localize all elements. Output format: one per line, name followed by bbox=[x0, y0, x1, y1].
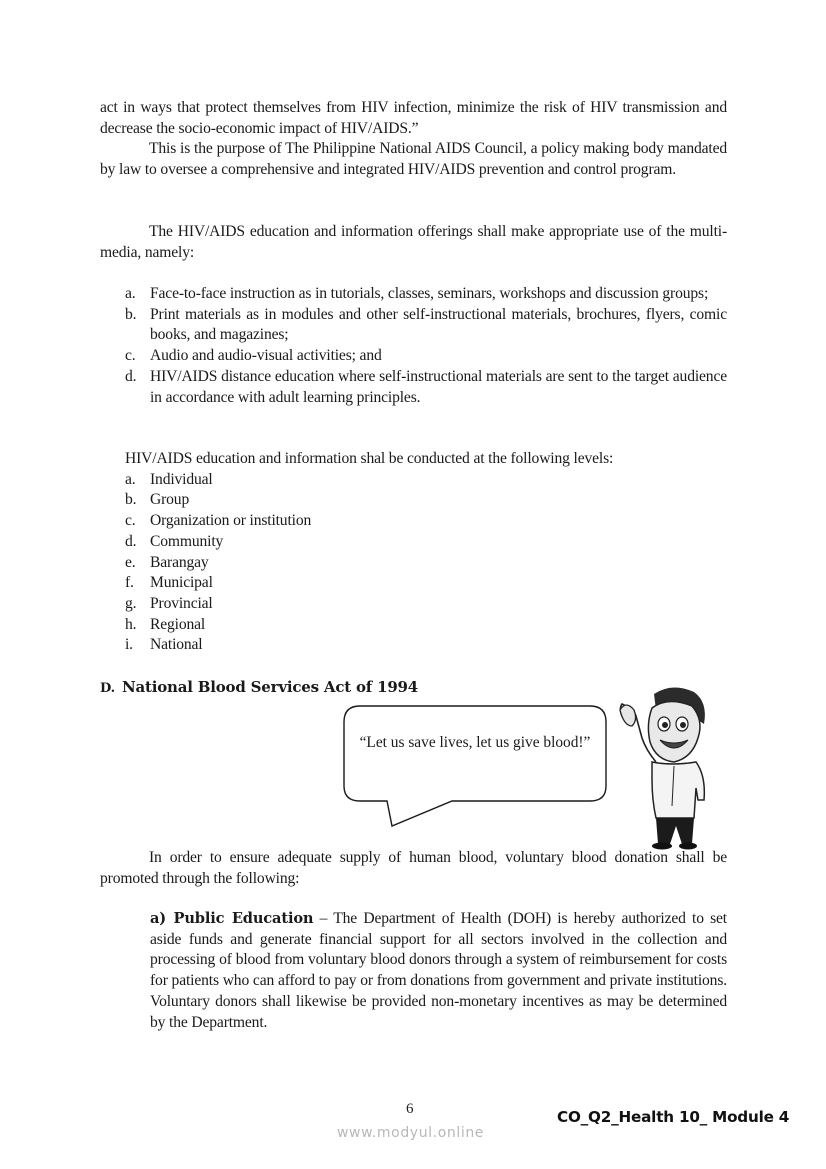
blood-intro: In order to ensure adequate supply of human blood, voluntary blood donation shall be promoted through the following: bbox=[100, 849, 727, 887]
list-item-text: Barangay bbox=[150, 553, 209, 571]
list-marker: h. bbox=[125, 615, 137, 633]
mascot-pupil-left bbox=[662, 722, 668, 728]
list-item-text: Individual bbox=[150, 470, 213, 488]
mascot-pupil-right bbox=[680, 722, 686, 728]
intro-purpose-paragraph: This is the purpose of The Philippine National AIDS Council, a policy making body mandated by law to oversee a comprehensive and integrated HIV/AIDS prevention and control program. bbox=[100, 140, 727, 179]
speech-bubble-text: “Let us save lives, let us give blood!” bbox=[359, 734, 591, 751]
levels-intro: HIV/AIDS education and information shal be conducted at the following levels: bbox=[125, 450, 614, 467]
list-item-text: Community bbox=[150, 532, 224, 550]
cartoon-boy-waving-icon bbox=[612, 680, 712, 850]
list-item-text: Organization or institution bbox=[150, 512, 312, 530]
list-marker: c. bbox=[125, 347, 136, 365]
list-marker: d. bbox=[125, 532, 137, 550]
list-marker: g. bbox=[125, 594, 137, 612]
list-marker: d. bbox=[125, 367, 137, 385]
module-code: CO_Q2_Health 10_ Module 4 bbox=[557, 1108, 790, 1126]
public-education-block bbox=[150, 909, 727, 1033]
watermark: www.modyul.online bbox=[337, 1125, 485, 1141]
list-item-text: Regional bbox=[150, 615, 206, 633]
list-item-text: Print materials as in modules and other self-instructional materials, brochures, flyers, comic books, and magazines; bbox=[150, 305, 727, 344]
mascot-hand bbox=[620, 705, 636, 726]
list-item-text: Audio and audio-visual activities; and bbox=[150, 347, 382, 365]
public-education-label: a) Public Education bbox=[150, 910, 314, 927]
section-letter: D. bbox=[100, 681, 115, 696]
list-marker: i. bbox=[125, 636, 133, 654]
public-education-paragraph bbox=[150, 909, 727, 1033]
list-item-text: Group bbox=[150, 491, 190, 509]
list-marker: f. bbox=[125, 574, 134, 592]
section-title: National Blood Services Act of 1994 bbox=[121, 678, 419, 696]
list-item-text: Face-to-face instruction as in tutorials, classes, seminars, workshops and discussion groups; bbox=[150, 285, 709, 302]
multimedia-intro: The HIV/AIDS education and information offerings shall make appropriate use of the multi-media, namely: bbox=[100, 223, 727, 261]
list-item-text: National bbox=[150, 636, 203, 654]
list-marker: a. bbox=[125, 470, 136, 488]
speech-bubble-outline bbox=[344, 706, 606, 826]
public-education-text: – The Department of Health (DOH) is hereby authorized to set aside funds and generate financial support for all sectors involved in the collection and processing of blood from voluntary blood donors through a system of reimbursement for costs for patients who can afford to pay or from donations from government and private institutions. Voluntary donors shall likewise be provided non-monetary incentives as may be determined by the Department. bbox=[150, 910, 727, 1031]
intro-continuation: act in ways that protect themselves from HIV infection, minimize the risk of HIV transmission and decrease the socio-economic impact of HIV/AIDS.” bbox=[100, 99, 727, 137]
list-item-text: Provincial bbox=[150, 594, 213, 612]
list-marker: c. bbox=[125, 512, 136, 530]
list-marker: e. bbox=[125, 553, 136, 571]
page-number: 6 bbox=[406, 1101, 414, 1117]
list-marker: a. bbox=[125, 285, 136, 302]
list-marker: b. bbox=[125, 491, 137, 509]
mascot-face bbox=[648, 701, 700, 762]
blood-intro-block bbox=[100, 848, 727, 889]
list-item-text: HIV/AIDS distance education where self-instructional materials are sent to the target audience in accordance with adult learning principles. bbox=[150, 367, 727, 406]
list-item-text: Municipal bbox=[150, 574, 213, 592]
mascot-shirt bbox=[652, 762, 704, 818]
mascot-pants bbox=[656, 818, 694, 844]
list-marker: b. bbox=[125, 305, 137, 323]
